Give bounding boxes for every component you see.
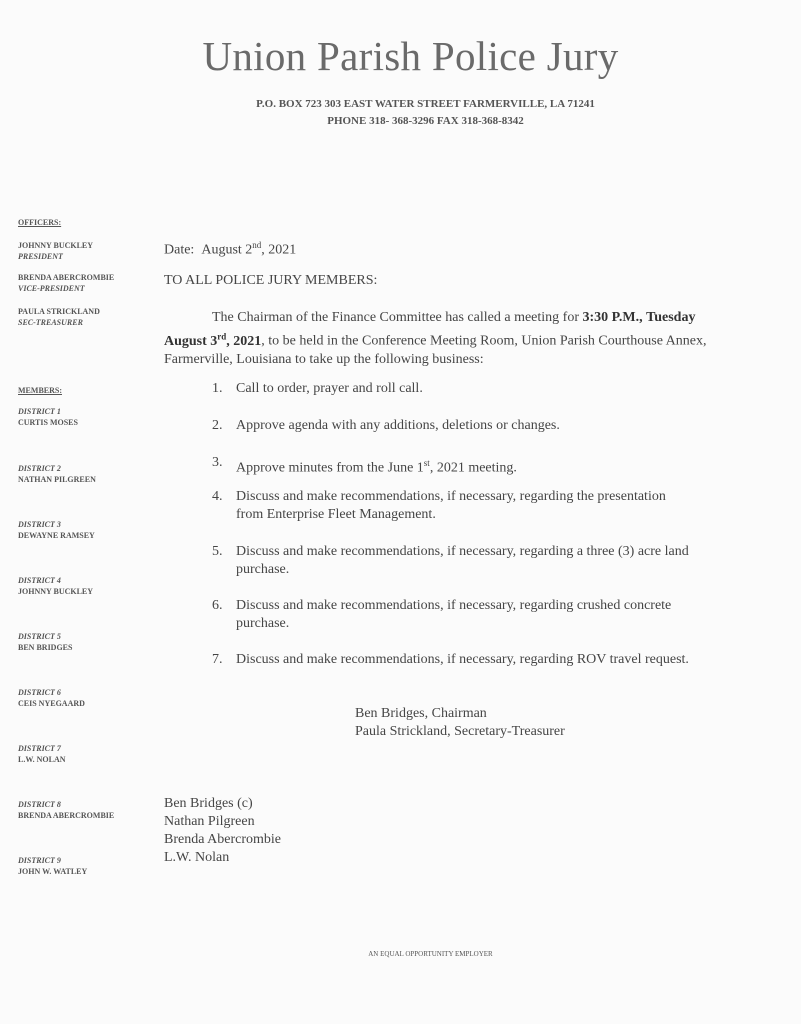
agenda-item: 2. Approve agenda with any additions, deletions or changes. <box>212 418 560 433</box>
agenda-item: 6. Discuss and make recommendations, if necessary, regarding crushed concrete purchase. <box>212 598 672 631</box>
member-entry: DISTRICT 1 CURTIS MOSES <box>18 407 78 427</box>
member-entry: DISTRICT 9 JOHN W. WATLEY <box>18 856 88 876</box>
meeting-paragraph: The Chairman of the Finance Committee has called a meeting for 3:30 P.M., Tuesday August 3rd, 2021, to be held in the Conference Meeting Room, Union Parish Courthouse Annex, Farmerville, Louisiana to take up the following business: <box>164 310 707 367</box>
letter-greeting: TO ALL POLICE JURY MEMBERS: <box>164 273 378 288</box>
member-entry: DISTRICT 7 L.W. NOLAN <box>18 744 66 764</box>
committee-member: L.W. Nolan <box>164 850 230 865</box>
member-entry: DISTRICT 4 JOHNNY BUCKLEY <box>18 576 94 596</box>
committee-member: Nathan Pilgreen <box>164 814 255 829</box>
officers-heading: OFFICERS: <box>18 218 62 227</box>
organization-title: Union Parish Police Jury <box>202 33 619 79</box>
agenda-item: 4. Discuss and make recommendations, if necessary, regarding the presentation from Enterprise Fleet Management. <box>212 489 666 522</box>
officer-entry: BRENDA ABERCROMBIE VICE-PRESIDENT <box>18 273 115 293</box>
committee-list <box>164 795 281 867</box>
member-entry: DISTRICT 8 BRENDA ABERCROMBIE <box>18 800 115 820</box>
signature-secretary: Paula Strickland, Secretary-Treasurer <box>355 724 565 739</box>
member-entry: DISTRICT 3 DEWAYNE RAMSEY <box>18 520 95 540</box>
agenda-item: 3. Approve minutes from the June 1st, 2021 meeting. <box>212 455 517 476</box>
agenda-item: 5. Discuss and make recommendations, if necessary, regarding a three (3) acre land purchase. <box>212 544 689 577</box>
signature-chairman: Ben Bridges, Chairman <box>355 706 487 721</box>
officer-entry: JOHNNY BUCKLEY PRESIDENT <box>18 241 94 261</box>
member-entry: DISTRICT 6 CEIS NYEGAARD <box>18 688 85 708</box>
committee-member: Ben Bridges (c) <box>164 796 253 811</box>
letter-date: Date: August 2nd, 2021 <box>164 240 297 258</box>
member-entry: DISTRICT 5 BEN BRIDGES <box>18 632 73 652</box>
member-entry: DISTRICT 2 NATHAN PILGREEN <box>18 464 96 484</box>
address-line: P.O. BOX 723 303 EAST WATER STREET FARMERVILLE, LA 71241 <box>256 98 595 110</box>
agenda-item: 7. Discuss and make recommendations, if necessary, regarding ROV travel request. <box>212 652 689 667</box>
phone-fax-line: PHONE 318- 368-3296 FAX 318-368-8342 <box>327 115 524 127</box>
footer-eoe: AN EQUAL OPPORTUNITY EMPLOYER <box>368 950 493 958</box>
members-heading: MEMBERS: <box>18 386 62 395</box>
committee-member: Brenda Abercrombie <box>164 832 282 847</box>
officer-entry: PAULA STRICKLAND SEC-TREASURER <box>18 307 100 327</box>
agenda-item: 1. Call to order, prayer and roll call. <box>212 381 423 396</box>
